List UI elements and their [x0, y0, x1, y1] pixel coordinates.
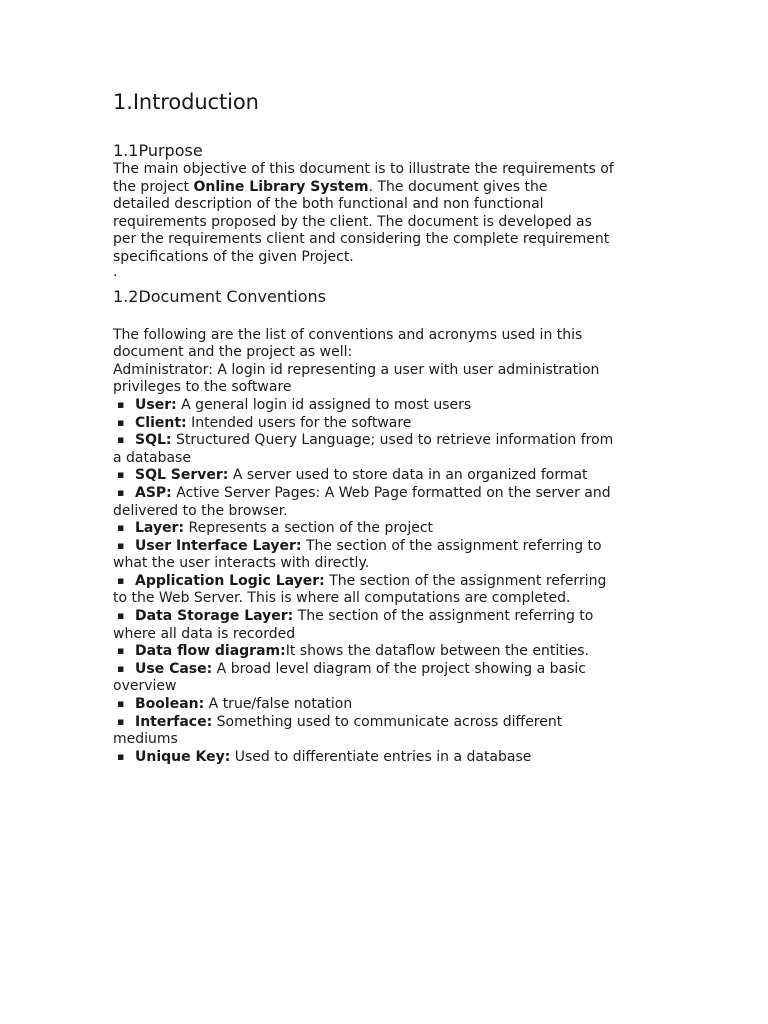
project-name: Online Library System: [193, 178, 369, 195]
list-item: [113, 573, 673, 608]
list-item: [113, 714, 673, 749]
bullet-icon: ▪: [117, 609, 125, 623]
conventions-list: [113, 397, 673, 766]
term-label: SQL Server:: [135, 467, 229, 484]
term-definition: The section of the assignment referring to where all data is recorded: [113, 608, 594, 642]
term-definition: Used to differentiate entries in a database: [230, 748, 532, 765]
list-item: [113, 749, 673, 767]
term-label: ASP:: [135, 484, 172, 501]
bullet-icon: ▪: [117, 468, 125, 482]
term-definition: Something used to communicate across different mediums: [113, 713, 563, 748]
bullet-icon: ▪: [117, 714, 125, 728]
section-title: 1.Introduction: [113, 90, 259, 114]
bullet-icon: ▪: [117, 644, 125, 658]
term-definition: The section of the assignment referring to the Web Server. This is where all computations are completed.: [113, 572, 607, 607]
term-label: User:: [135, 396, 177, 413]
purpose-text-after: . The document gives the detailed description of the both functional and non functional requirements proposed by the client. The document is developed as per the requirements client and considering the complete requirement specifications of the given Project.: [113, 178, 610, 265]
list-item: [113, 467, 673, 485]
list-item: [113, 432, 673, 467]
term-label: Unique Key:: [135, 748, 231, 765]
list-item: [113, 415, 673, 433]
term-label: Use Case:: [135, 660, 213, 677]
list-item: [113, 696, 673, 714]
term-definition: Active Server Pages: A Web Page formatted on the server and delivered to the browser.: [113, 484, 611, 519]
list-item: [113, 485, 673, 520]
list-item: [113, 520, 673, 538]
term-definition: A general login id assigned to most users: [176, 396, 472, 413]
document-page: [113, 88, 673, 766]
term-label: SQL:: [135, 432, 172, 449]
term-definition: The section of the assignment referring to what the user interacts with directly.: [113, 537, 602, 572]
bullet-icon: ▪: [117, 749, 125, 763]
bullet-icon: ▪: [117, 397, 125, 411]
conventions-intro: The following are the list of conventions and acronyms used in this document and the project as well: Administrator: A login id representing a user with user administration privileges to the software: [113, 326, 600, 396]
term-label: Data flow diagram:: [135, 643, 286, 660]
term-definition: A true/false notation: [204, 696, 353, 713]
list-item: [113, 397, 673, 415]
purpose-text-before: The main objective of this document is to illustrate the requirements of the project: [113, 161, 614, 195]
conventions-heading: 1.2Document Conventions: [113, 286, 326, 306]
term-label: Client:: [135, 414, 187, 431]
term-label: Application Logic Layer:: [135, 572, 325, 589]
bullet-icon: ▪: [117, 415, 125, 429]
term-label: User Interface Layer:: [135, 537, 302, 554]
term-definition: Structured Query Language; used to retrieve information from a database: [113, 432, 614, 466]
term-definition: A broad level diagram of the project showing a basic overview: [113, 660, 586, 695]
list-item: [113, 538, 673, 573]
term-label: Data Storage Layer:: [135, 608, 294, 625]
list-item: [113, 608, 673, 643]
purpose-paragraph: [113, 161, 673, 267]
term-label: Boolean:: [135, 696, 205, 713]
bullet-icon: ▪: [117, 697, 125, 711]
term-label: Layer:: [135, 520, 185, 537]
stray-period: .: [113, 263, 118, 280]
list-item: [113, 661, 673, 696]
bullet-icon: ▪: [117, 661, 125, 675]
list-item: [113, 643, 673, 661]
purpose-heading: 1.1Purpose: [113, 141, 203, 160]
term-definition: A server used to store data in an organized format: [228, 467, 588, 484]
term-definition: Represents a section of the project: [184, 520, 434, 537]
term-label: Interface:: [135, 713, 213, 730]
term-definition: It shows the dataflow between the entities.: [285, 643, 589, 660]
bullet-icon: ▪: [117, 573, 125, 587]
bullet-icon: ▪: [117, 538, 125, 552]
bullet-icon: ▪: [117, 485, 125, 499]
bullet-icon: ▪: [117, 433, 125, 447]
term-definition: Intended users for the software: [186, 414, 412, 431]
bullet-icon: ▪: [117, 521, 125, 535]
